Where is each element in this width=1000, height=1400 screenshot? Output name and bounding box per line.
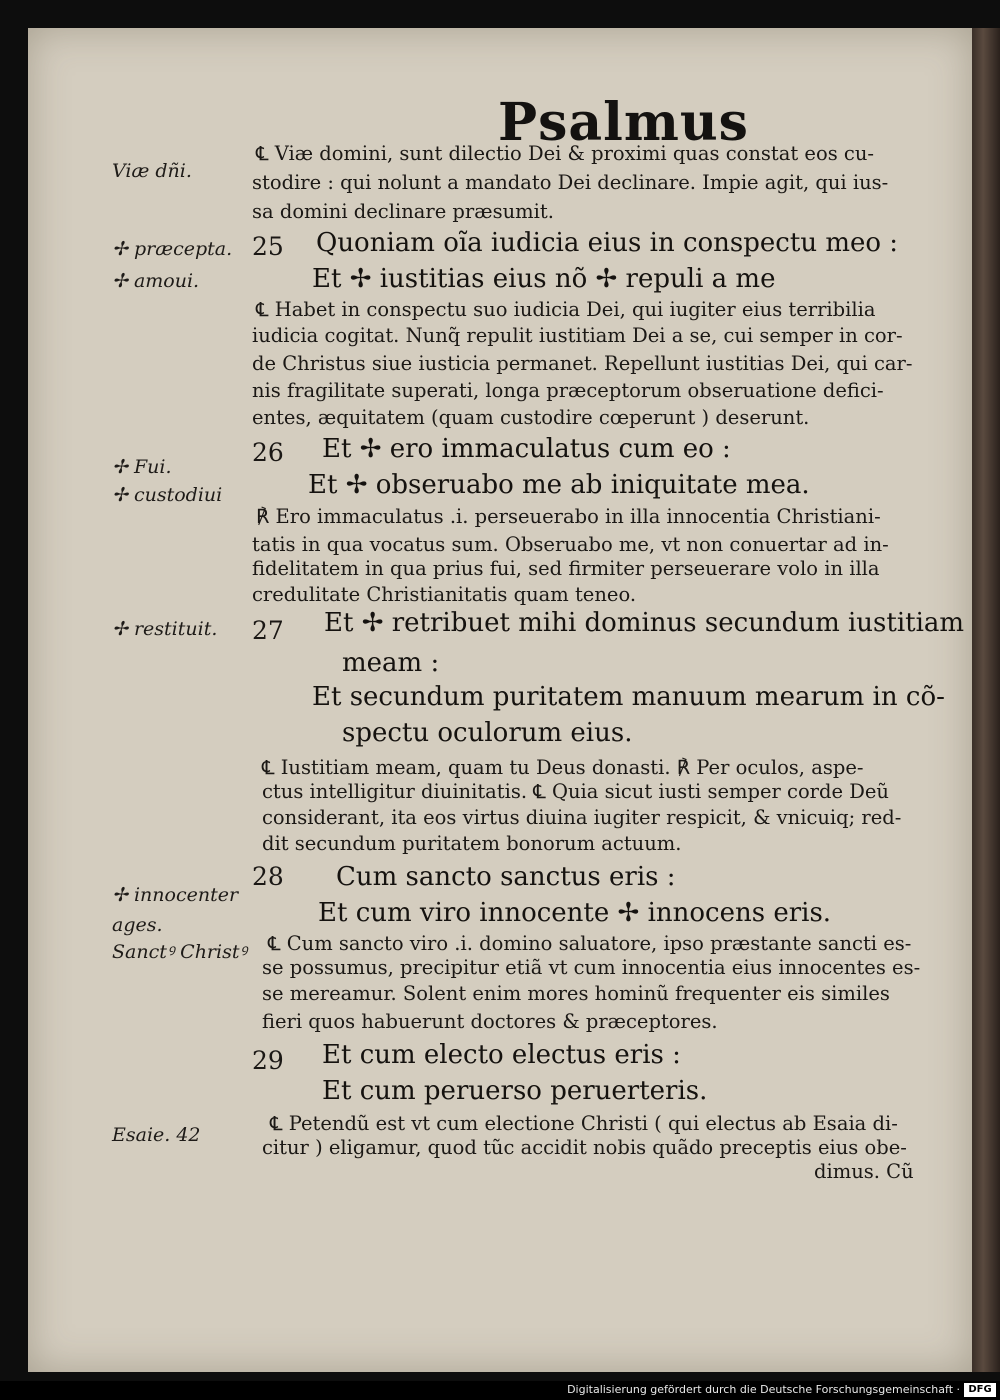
digitization-footer — [0, 1381, 1000, 1400]
verse-line: Et cum peruerso peruerteris. — [322, 1076, 708, 1106]
commentary-line: ℟ Ero immaculatus .i. perseuerabo in illa innocentia Christiani- — [256, 505, 881, 528]
commentary-line: entes, æquitatem (quam custodire cœperunt ) deserunt. — [252, 406, 810, 429]
verse-line: spectu oculorum eius. — [342, 718, 633, 748]
page-edge — [972, 28, 1000, 1372]
commentary-line: ctus intelligitur diuinitatis. ℄ Quia sicut iusti semper corde Deũ — [262, 780, 889, 803]
verse-number: 28 — [252, 862, 284, 891]
commentary-line: considerant, ita eos virtus diuina iugiter respicit, & vnicuiq; red- — [262, 806, 902, 829]
commentary-line: ℄ Petendũ est vt cum electione Christi ( qui electus ab Esaia di- — [270, 1112, 898, 1135]
margin-gloss: ✢ Fui. — [112, 456, 172, 478]
verse-line: Et ✢ ero immaculatus cum eo : — [322, 434, 731, 464]
commentary-line: se possumus, precipitur etiã vt cum innocentia eius innocentes es- — [262, 956, 921, 979]
verse-line: Quoniam oĩa iudicia eius in conspectu meo : — [316, 228, 899, 258]
page-heading: Psalmus — [498, 92, 749, 153]
verse-line: meam : — [342, 648, 440, 678]
commentary-line: de Christus siue iusticia permanet. Repellunt iustitias Dei, qui car- — [252, 352, 913, 375]
commentary-line: citur ) eligamur, quod tũc accidit nobis quãdo preceptis eius obe- — [262, 1136, 907, 1159]
margin-gloss: Sanctꝰ Christꝰ — [112, 941, 247, 963]
verse-line: Et cum electo electus eris : — [322, 1040, 681, 1070]
verse-number: 25 — [252, 232, 284, 261]
commentary-line: fieri quos habuerunt doctores & præceptores. — [262, 1010, 718, 1033]
margin-gloss: ✢ restituit. — [112, 618, 218, 640]
verse-line: Et ✢ iustitias eius nõ ✢ repuli a me — [312, 264, 776, 294]
commentary-line: ℄ Habet in conspectu suo iudicia Dei, qui iugiter eius terribilia — [256, 298, 876, 321]
commentary-line: tatis in qua vocatus sum. Obseruabo me, vt non conuertar ad in- — [252, 533, 889, 556]
verse-number: 27 — [252, 616, 284, 645]
dfg-logo: DFG — [964, 1383, 996, 1397]
verse-line: Et ✢ retribuet mihi dominus secundum iustitiam — [324, 608, 965, 638]
margin-gloss: ✢ custodiui — [112, 484, 223, 506]
commentary-line: sa domini declinare præsumit. — [252, 200, 554, 223]
verse-number: 29 — [252, 1046, 284, 1075]
margin-gloss: ✢ amoui. — [112, 270, 200, 292]
verse-line: Et cum viro innocente ✢ innocens eris. — [318, 898, 832, 928]
margin-gloss: ✢ innocenter — [112, 884, 239, 906]
commentary-line: nis fragilitate superati, longa præceptorum obseruatione defici- — [252, 379, 884, 402]
commentary-line: ℄ Cum sancto viro .i. domino saluatore, ipso præstante sancti es- — [268, 932, 912, 955]
verse-line: Et ✢ obseruabo me ab iniquitate mea. — [308, 470, 810, 500]
commentary-line: se mereamur. Solent enim mores hominũ frequenter eis similes — [262, 982, 890, 1005]
commentary-line: dimus. Cũ — [814, 1160, 914, 1183]
verse-line: Et secundum puritatem manuum mearum in cõ- — [312, 682, 945, 712]
margin-gloss: ✢ præcepta. — [112, 238, 233, 260]
commentary-line: iudicia cogitat. Nunq̃ repulit iustitiam Dei a se, cui semper in cor- — [252, 324, 903, 347]
commentary-line: stodire : qui nolunt a mandato Dei declinare. Impie agit, qui ius- — [252, 171, 889, 194]
verse-number: 26 — [252, 438, 284, 467]
commentary-line: ℄ Viæ domini, sunt dilectio Dei & proximi quas constat eos cu- — [256, 142, 874, 165]
funding-notice: Digitalisierung gefördert durch die Deutsche Forschungsgemeinschaft · — [567, 1383, 960, 1396]
margin-gloss: ages. — [112, 914, 163, 936]
commentary-line: ℄ Iustitiam meam, quam tu Deus donasti. ℟ Per oculos, aspe- — [262, 756, 864, 779]
commentary-line: credulitate Christianitatis quam teneo. — [252, 583, 637, 606]
verse-line: Cum sancto sanctus eris : — [336, 862, 676, 892]
margin-gloss: Viæ dñi. — [112, 160, 192, 182]
commentary-line: fidelitatem in qua prius fui, sed firmiter perseuerare volo in illa — [252, 557, 880, 580]
margin-gloss: Esaie. 42 — [112, 1124, 201, 1146]
commentary-line: dit secundum puritatem bonorum actuum. — [262, 832, 682, 855]
